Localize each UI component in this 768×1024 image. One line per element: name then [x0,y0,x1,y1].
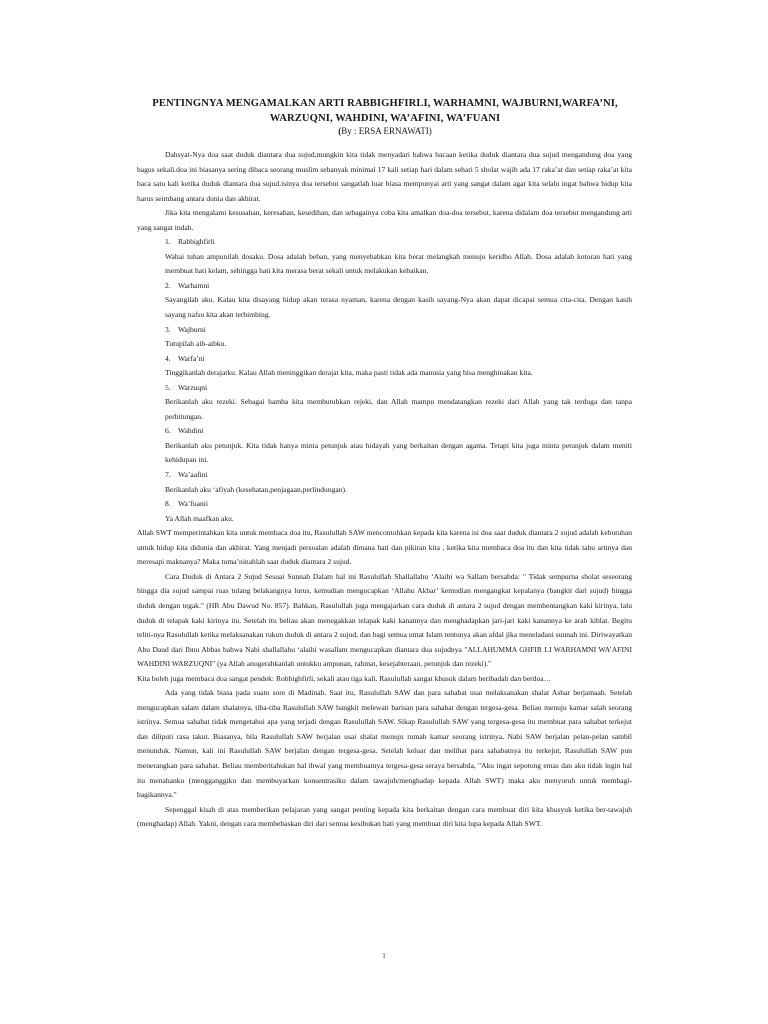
doa-item-number: 4. [165,353,171,363]
doa-item-heading [137,424,632,439]
doa-item-number: 8. [165,499,171,509]
page-number: 1 [382,952,386,960]
doa-item-number: 3. [165,324,171,334]
doa-item-name: Wajburni [178,324,206,334]
doa-item-meaning: Berikanlah aku rezeki. Sebagai hamba kita membutuhkan rejeki, dan Allah mampu mendatangkan rezeki dari Allah yang tak terduga dan tanpa perhitungan. [165,397,632,421]
intro-paragraph: Jika kita mengalami kesusahan, keresahan, kesedihan, dan sebagainya coba kita amalkan doa-doa tersebut, karena didalam doa tersebut mengandung arti yang sangat indah. [137,208,632,232]
intro-paragraph: Dahsyat-Nya doa saat duduk diantara dua sujud,mungkin kita tidak menyadari bahwa bacaan ketika duduk diantara dua sujud mengandung doa yang bagus sekali.doa ini biasanya sering dibaca seorang muslim sebanyak minimal 17 kali setiap hari dalam sehari 5 sholat wajib ada 17 raka’at dan setiap raka’at kita baca satu kali ketika duduk diantara dua sujud.isinya doa tersebut sangatlah luar biasa mempunyai arti yang sangat dalam agar kita selalu ingat bahwa hidup kita harus seimbang antara dunia dan akhirat. [137,150,632,203]
body-paragraph: Sepenggal kisah di atas memberikan pelajaran yang sangat penting kepada kita berkaitan dengan cara membuat diri kita khusyuk ketika ber-tawajuh (menghadap) Allah. Yakni, dengan cara membebaskan diri dari semua kesibukan hati yang membuat diri kita lupa kepada Allah SWT. [137,804,632,829]
doa-item-number: 1. [165,237,171,247]
author-line [120,125,650,137]
doa-item-name: Warhamni [178,280,210,290]
doa-item-name: Wahdini [178,426,204,436]
doa-item-heading [137,468,632,483]
document-title [120,96,650,126]
doa-item-heading [137,323,632,338]
doa-item-heading [137,279,632,294]
document-body [137,148,632,832]
doa-item-heading [137,381,632,396]
author-paren: ( [338,126,342,136]
doa-item-heading [137,235,632,250]
doa-item-name: Wa’aafini [178,470,208,480]
author-name: By : ERSA ERNAWATI) [341,126,432,136]
doa-item-meaning: Ya Allah maafkan aku. [165,513,234,523]
doa-item-meaning: Berikanlah aku ‘afiyah (kesehatan,penjagaan,perlindungan). [165,484,347,494]
doa-item-number: 6. [165,426,171,436]
doa-item-number: 2. [165,280,171,290]
body-paragraph: Kita boleh juga membaca doa sangat pendek: Robbighfirli, sekali atau tiga kali. Rasulullah sangat khusuk dalam beribadah dan berdoa… [137,673,552,683]
body-paragraph: Cara Duduk di Antara 2 Sujud Sesuai Sunnah Dalam hal ini Rasulullah Shallallahu ‘Alaihi wa Sallam bersabda: " Tidak sempurna sholat seseorang hingga dia sujud sampai ruas tulang belakangnya lurus, kemudian mengucapkan ‘Allahu Akbar’ kemudian mengangkat kepalanya (bangkit dari sujud) hingga duduk dengan tegak." (HR Abu Dawud No. 857). Bahkan, Rasulullah juga mengajarkan cara duduk di antara 2 sujud dengan membentangkan kaki kirinya, lalu duduk di telapak kaki kirinya itu. Setelah itu beliau akan menegakkan telapak kaki kanannya dan menghadapkan jari-jari kaki kanannya ke arah kiblat. Begitu teliti-nya Rasulullah ketika melaksanakan rukun duduk di antara 2 sujud, dan bagi semua umat Islam tentunya akan afdal jika meneladani sunnah ini. Diriwayatkan Abu Daud dari Ibnu Abbas bahwa Nabi shallallahu ‘alaihi wasallam mengucapkan diantara dua sujudnya "ALLAHUMMA GHFIR LI WARHAMNI WA’AFINI WAHDINI WARZUQNI" (ya Allah anugerahkanlah untukku ampunan, rahmat, kesejahteraan, petunjuk dan rezeki)." [137,571,632,669]
doa-item-name: Warzuqni [178,382,208,392]
body-paragraph: Allah SWT memperintahkan kita untuk membaca doa itu, Rasulullah SAW mencontohkan kepada kita karena isi doa saat duduk diantara 2 sujud adalah kebutuhan untuk hidup kita didunia dan akhirat. Yang menjadi persoalan adalah dimana hati dan pikiran kita , ketika kita membaca doa itu dan kita tidak tahu artinya dan meresapi maknanya? Maka tuma’ninahlah saat duduk diantara 2 sujud. [137,528,632,567]
doa-item-heading [137,497,632,512]
doa-item-number: 7. [165,470,171,480]
doa-item-meaning: Berikanlah aku petunjuk. Kita tidak hanya minta petunjuk atau hidayah yang berkaitan dengan agama. Tetapi kita juga minta petunjuk dalam meniti kehidupan ini. [165,440,632,465]
title-line-2: WARZUQNI, WAHDINI, WA’AFINI, WA’FUANI [269,113,501,124]
doa-item-meaning: Tinggikanlah derajatku. Kalau Allah meninggikan derajat kita, maka pasti tidak ada manusia yang bisa menghinakan kita. [165,368,533,378]
doa-item-number: 5. [165,382,171,392]
doa-item-heading [137,352,632,367]
doa-item-meaning: Tutupilah aib-aibku. [165,339,227,349]
doa-item-meaning: Wahai tuhan ampunilah dosaku. Dosa adalah beban, yang menyebabkan kita berat melangkah menuju keridho Allah. Dosa adalah kotoran hati yang membuat hati kelam, sehingga hati kita merasa berat sekali untuk melakukan kebaikan. [165,251,632,276]
body-paragraph: Ada yang tidak biasa pada suatu sore di Madinah. Saat itu, Rasulullah SAW dan para sahabat usai melaksanakan shalat Ashar berjamaah. Setelah mengucapkan salam dalam shalatnya, tiba-tiba Rasulullah SAW bangkit melewati barisan para sahabat dengan tergesa-gesa. Beliau menuju kamar salah seorang istrinya. Semua sahabat tidak mengetahui apa yang terjadi dengan Rasulullah SAW. Sikap Rasulullah SAW yang tergesa-gesa itu membuat para sahabat terkejut dan diliputi rasa takut. Biasanya, bila Rasulullah SAW berjalan usai shalat menuju rumah kamar seorang istrinya, Nabi SAW berjalan pelan-pelan sambil menunduk. Namun, kali ini Rasulullah SAW berjalan dengan tergesa-gesa. Setelah keluar dan melihat para sahabatnya itu terkejut, Rasulullah SAW pun menerangkan para sahabat. Beliau memberitahukan hal ihwal yang membuatnya tergesa-gesa seraya bersabda, "Aku ingat sepotong emas dan aku tidak ingin hal itu menahanku (mengganggiku dan membuyarkan konsentrasiku dalam tawajuh/menghadap kepada Allah SWT) maka aku menyuruh untuk membagi-bagikannya." [137,688,632,800]
doa-item-name: Wa’fuanii [178,499,208,509]
doa-item-meaning: Sayangilah aku. Kalau kita disayang hidup akan terasa nyaman, karena dengan kasih sayang-Nya akan dapat dicapai semua cita-cita. Dengan kasih sayang nafsu kita akan terbimbing. [165,295,632,320]
doa-item-name: Rabbighfirli [178,237,215,247]
title-line-1: PENTINGNYA MENGAMALKAN ARTI RABBIGHFIRLI, WARHAMNI, WAJBURNI,WARFA’NI, [152,98,618,109]
doa-item-name: Warfa’ni [178,353,205,363]
